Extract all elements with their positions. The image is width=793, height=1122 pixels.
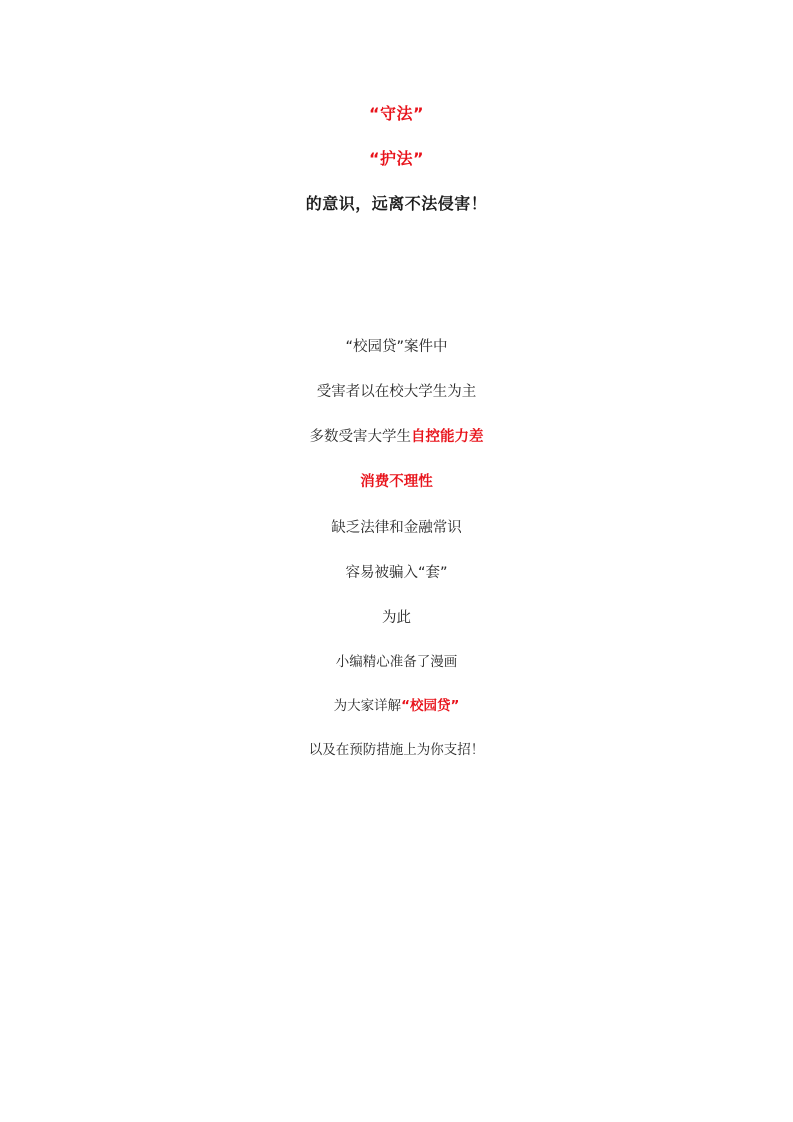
narrative-line-8: 小编精心准备了漫画 — [335, 653, 458, 670]
headline-line-3: 的意识，远离不法侵害！ — [305, 194, 488, 213]
narrative-line-1: “校园贷”案件中 — [345, 339, 448, 355]
block-spacer — [0, 214, 793, 338]
narrative-line-3-emphasis: 自控能力差 — [411, 429, 484, 446]
headline-line-1: “守法” — [368, 104, 425, 123]
narrative-line-4: 消费不理性 — [360, 474, 433, 491]
narrative-line-10: 以及在预防措施上为你支招！ — [308, 741, 485, 758]
narrative-line-6: 容易被骗入“套” — [345, 564, 448, 581]
headline-block — [0, 104, 793, 214]
narrative-line-3-prefix: 多数受害大学生 — [309, 429, 411, 446]
narrative-line-9 — [0, 698, 793, 715]
narrative-block — [0, 338, 793, 759]
narrative-line-9-prefix: 为大家详解 — [333, 697, 402, 714]
narrative-line-3 — [0, 428, 793, 446]
narrative-line-9-emphasis: “校园贷” — [401, 697, 460, 714]
narrative-line-2: 受害者以在校大学生为主 — [316, 384, 477, 401]
headline-line-2: “护法” — [368, 149, 425, 168]
narrative-line-7: 为此 — [382, 609, 411, 626]
narrative-line-5: 缺乏法律和金融常识 — [331, 519, 462, 536]
